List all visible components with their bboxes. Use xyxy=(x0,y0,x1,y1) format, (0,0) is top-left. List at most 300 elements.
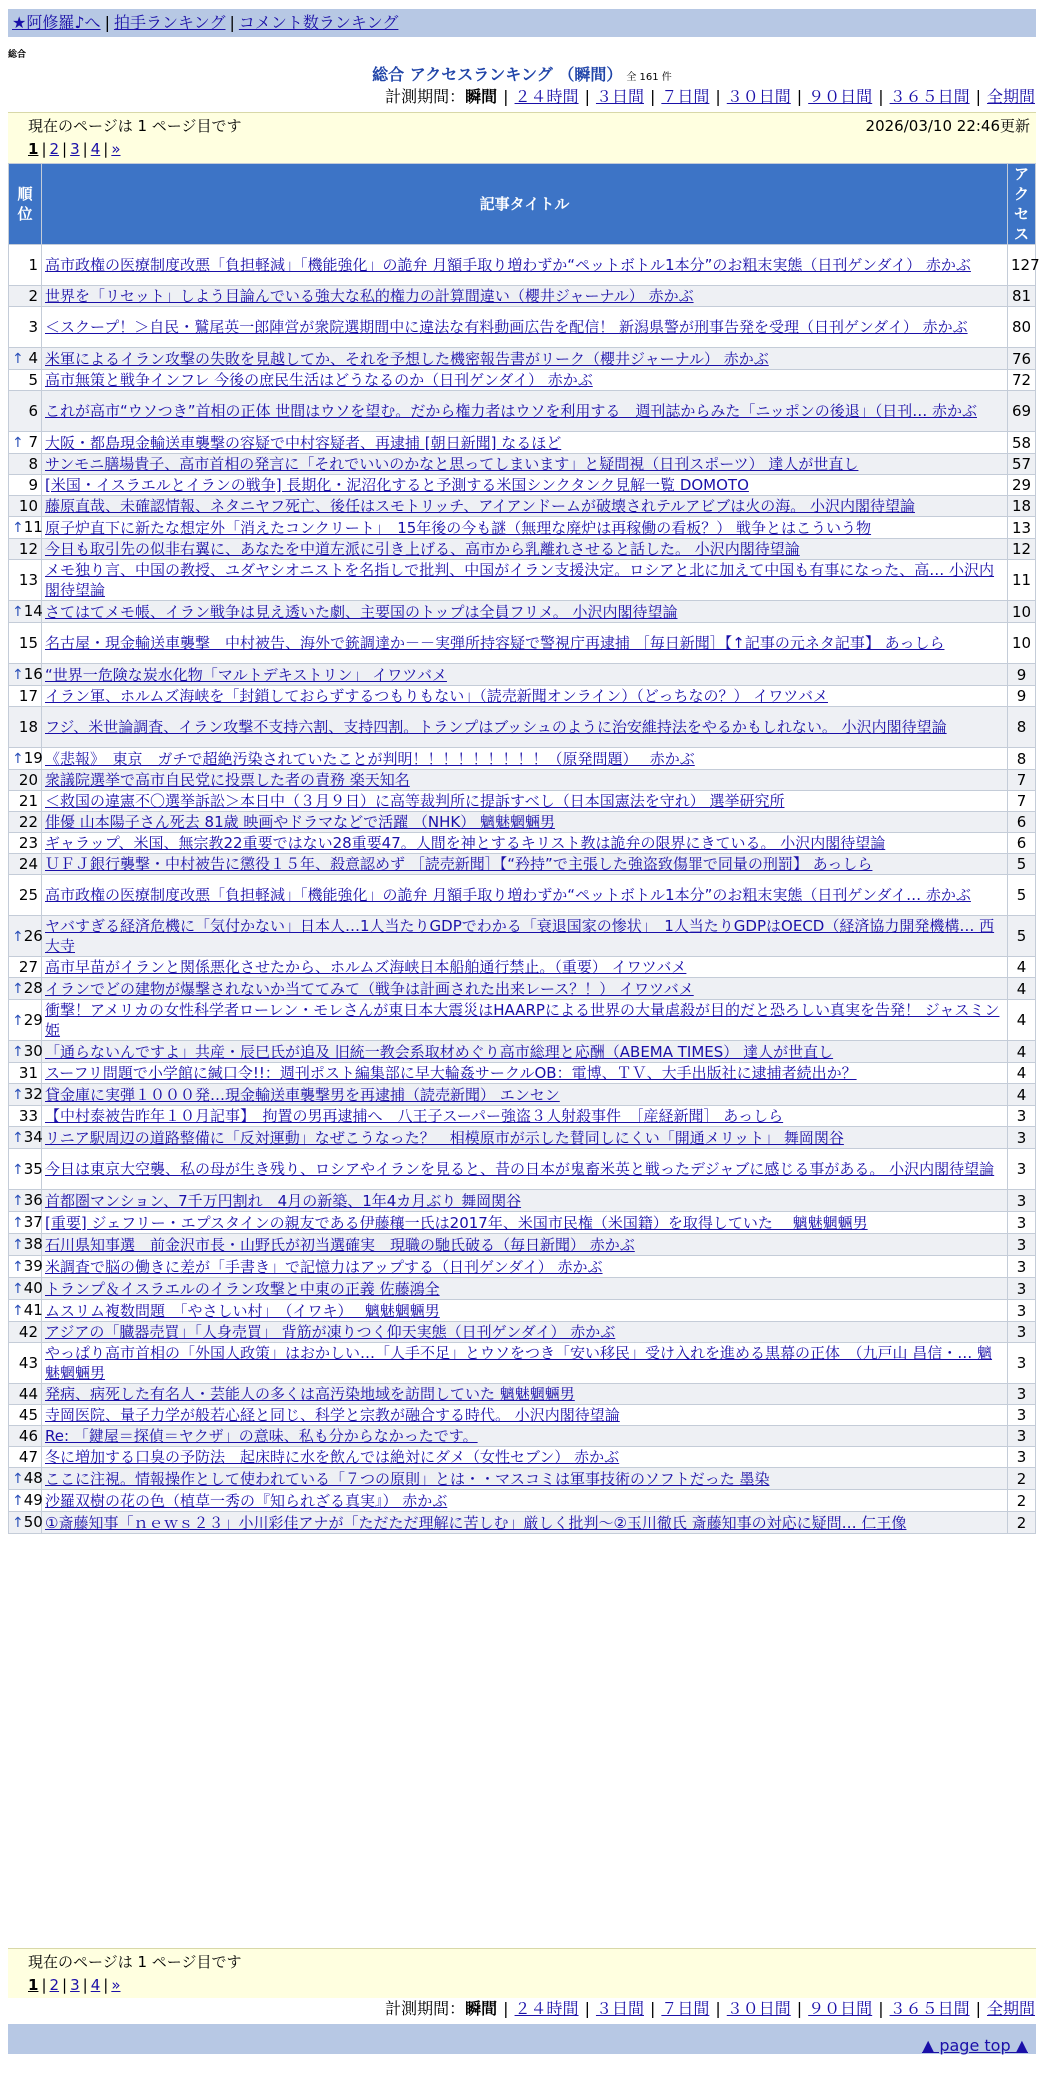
title-cell xyxy=(42,770,1007,790)
rank-cell xyxy=(9,496,41,516)
article-link[interactable]: 藤原直哉、未確認情報、ネタニヤフ死亡、後任はスモトリッチ、アイアンドームが破壊されテルアビブは火の海。 小沢内閣待望論 xyxy=(45,497,915,515)
rank-number: 22 xyxy=(18,813,38,831)
rank-number: 13 xyxy=(18,571,38,589)
rank-number: 10 xyxy=(18,497,38,515)
access-count: 7 xyxy=(1008,791,1035,811)
access-count: 3 xyxy=(1008,1278,1035,1299)
table-row xyxy=(9,664,1035,685)
rank-number: 20 xyxy=(18,771,38,789)
article-link[interactable]: 世界を「リセット」しよう目論んでいる強大な私的権力の計算間違い（櫻井ジャーナル） 赤かぶ xyxy=(45,287,694,305)
rank-cell xyxy=(9,370,41,390)
title-cell xyxy=(42,307,1007,347)
rank-up-arrow-icon: ↑ xyxy=(12,1471,24,1487)
access-count: 12 xyxy=(1008,539,1035,559)
rank-number: 32 xyxy=(23,1085,43,1103)
rank-number: 39 xyxy=(23,1257,43,1275)
access-count: 3 xyxy=(1008,1234,1035,1255)
rank-cell xyxy=(9,432,41,453)
table-row xyxy=(9,1447,1035,1467)
article-link[interactable]: 米軍によるイラン攻撃の失敗を見越してか、それを予想した機密報告書がリーク（櫻井ジャーナル） 赤かぶ xyxy=(45,349,769,368)
access-count: 3 xyxy=(1008,1149,1035,1189)
rank-up-arrow-icon: ↑ xyxy=(12,1303,24,1319)
article-link[interactable]: 高市早苗がイランと関係悪化させたから、ホルムズ海峡日本船舶通行禁止。（重要） イワツバメ xyxy=(45,958,687,976)
rank-number: 45 xyxy=(18,1406,38,1424)
access-count: 69 xyxy=(1008,391,1035,431)
rank-cell xyxy=(9,875,41,915)
current-page-text: 現在のページは 1 ページ目です xyxy=(28,1953,242,1971)
rank-number: 47 xyxy=(18,1448,38,1466)
table-row xyxy=(9,1322,1035,1342)
title-cell xyxy=(42,1490,1007,1511)
access-count: 4 xyxy=(1008,1063,1035,1083)
period-option[interactable]: ３日間 xyxy=(595,87,644,106)
title-cell xyxy=(42,791,1007,811)
access-count: 9 xyxy=(1008,664,1035,685)
access-count: 3 xyxy=(1008,1426,1035,1446)
period-option[interactable]: 全期間 xyxy=(986,87,1035,106)
home-link[interactable]: ★阿修羅♪へ xyxy=(12,13,101,32)
title-cell xyxy=(42,664,1007,685)
article-link[interactable]: 発病、病死した有名人・芸能人の多くは高汚染地域を訪問していた 魑魅魍魎男 xyxy=(45,1385,575,1403)
page-separator: | xyxy=(41,1976,47,1994)
period-option[interactable]: ２４時間 xyxy=(514,87,579,106)
rank-number: 33 xyxy=(18,1107,38,1125)
rank-cell xyxy=(9,1000,41,1040)
rank-cell xyxy=(9,916,41,956)
pagination xyxy=(28,1976,121,1994)
current-page-text: 現在のページは 1 ページ目です xyxy=(28,117,242,135)
paging-box-bottom xyxy=(8,1948,1036,1998)
article-link[interactable]: さてはてメモ帳、イラン戦争は見え透いた劇、主要国のトップは全員フリメ。 小沢内閣待望論 xyxy=(45,602,678,621)
period-option[interactable]: ９０日間 xyxy=(808,87,873,106)
table-row xyxy=(9,1468,1035,1489)
title-cell xyxy=(42,1063,1007,1083)
title-cell xyxy=(42,854,1007,874)
period-separator: | xyxy=(878,1999,884,2018)
article-link[interactable]: ここに注視。情報操作として使われている「７つの原則」とは・・マスコミは軍事技術のソフトだった 墨染 xyxy=(45,1469,770,1488)
table-row xyxy=(9,916,1035,956)
article-link[interactable]: 高市政権の医療制度改悪「負担軽減」「機能強化」の詭弁 月額手取り増わずか“ペットボトル1本分”のお粗末実態（日刊ゲンダイ） 赤かぶ xyxy=(45,256,971,274)
access-count: 3 xyxy=(1008,1256,1035,1277)
rank-number: 31 xyxy=(18,1064,38,1082)
article-link[interactable]: ムスリム複数問題 「やさしい村」 （イワキ） 魑魅魍魎男 xyxy=(45,1301,440,1320)
rank-number: 25 xyxy=(18,886,38,904)
rank-number: 48 xyxy=(23,1469,43,1487)
article-link[interactable]: メモ独り言、中国の教授、ユダヤシオニストを名指しで批判、中国がイラン支援決定。ロシアと北に加えて中国も有事になった、高… 小沢内閣待望論 xyxy=(45,561,995,599)
rank-cell xyxy=(9,1127,41,1148)
title-cell xyxy=(42,1278,1007,1299)
rank-up-arrow-icon: ↑ xyxy=(12,1087,24,1103)
rank-number: 11 xyxy=(23,518,43,536)
title-cell xyxy=(42,1322,1007,1342)
title-cell xyxy=(42,1512,1007,1533)
title-cell xyxy=(42,391,1007,431)
article-link[interactable]: 高市政権の医療制度改悪「負担軽減」「機能強化」の詭弁 月額手取り増わずか“ペットボトル1本分”のお粗末実態（日刊ゲンダイ… 赤かぶ xyxy=(45,886,971,904)
rank-number: 17 xyxy=(18,687,38,705)
article-link[interactable]: 石川県知事選 前金沢市長・山野氏が初当選確実 現職の馳氏破る（毎日新聞） 赤かぶ xyxy=(45,1235,635,1254)
table-row xyxy=(9,833,1035,853)
rank-up-arrow-icon: ↑ xyxy=(12,1193,24,1209)
table-row xyxy=(9,978,1035,999)
article-link[interactable]: トランプ＆イスラエルのイラン攻撃と中東の正義 佐藤鴻全 xyxy=(45,1279,440,1298)
article-link[interactable]: Re: 「鍵屋＝探偵＝ヤクザ」の意味、私も分からなかったです。 xyxy=(45,1427,478,1445)
rank-cell xyxy=(9,748,41,769)
title-cell xyxy=(42,370,1007,390)
article-link[interactable]: スーフリ問題で小学館に緘口令!!：週刊ポスト編集部に早大輪姦サークルOB：電博、ＴＶ、大手出版社に逮捕者続出か？ xyxy=(45,1064,857,1082)
period-option[interactable]: ３６５日間 xyxy=(889,1999,970,2018)
title-cell xyxy=(42,1447,1007,1467)
rank-number: 14 xyxy=(23,602,43,620)
article-link[interactable]: イラン軍、ホルムズ海峡を「封鎖しておらずするつもりもない」（読売新聞オンライン）（どっちなの？） イワツバメ xyxy=(45,687,828,705)
rank-number: 24 xyxy=(18,855,38,873)
rank-number: 40 xyxy=(23,1279,43,1297)
period-separator: | xyxy=(796,87,803,106)
period-option[interactable]: 全期間 xyxy=(986,1999,1035,2018)
title-cell xyxy=(42,245,1007,285)
page-separator: | xyxy=(41,140,47,158)
rank-cell xyxy=(9,1256,41,1277)
page-link[interactable]: » xyxy=(111,1976,121,1994)
rank-number: 46 xyxy=(18,1427,38,1445)
rank-cell xyxy=(9,1405,41,1425)
article-link[interactable]: ギャラップ、米国、無宗教22重要ではない28重要47。人間を神とするキリスト教は詭弁の限界にきている。 小沢内閣待望論 xyxy=(45,834,886,852)
title-cell xyxy=(42,348,1007,369)
rank-cell xyxy=(9,1322,41,1342)
period-separator: | xyxy=(503,1999,509,2018)
rank-number: 43 xyxy=(18,1354,38,1372)
rank-cell xyxy=(9,560,41,600)
access-count: 11 xyxy=(1008,560,1035,600)
page-link[interactable]: 2 xyxy=(49,1976,60,1994)
period-separator: | xyxy=(878,87,884,106)
access-count: 8 xyxy=(1008,748,1035,769)
title-cell xyxy=(42,560,1007,600)
table-row xyxy=(9,475,1035,495)
rank-cell xyxy=(9,957,41,977)
title-cell xyxy=(42,1106,1007,1126)
title-cell xyxy=(42,1426,1007,1446)
rank-up-arrow-icon: ↑ xyxy=(12,1515,24,1531)
access-count: 4 xyxy=(1008,1084,1035,1105)
period-label: 計測期間： xyxy=(385,1999,466,2018)
page-link[interactable]: 3 xyxy=(70,1976,80,1994)
period-option[interactable]: ７日間 xyxy=(661,1999,710,2018)
article-link[interactable]: “世界一危険な炭水化物「マルトデキストリン」 イワツバメ xyxy=(45,665,447,684)
rank-cell xyxy=(9,1041,41,1062)
access-count: 6 xyxy=(1008,833,1035,853)
access-count: 5 xyxy=(1008,916,1035,956)
period-separator: | xyxy=(715,1999,721,2018)
rank-cell xyxy=(9,391,41,431)
period-separator: | xyxy=(584,1999,590,2018)
period-separator: | xyxy=(584,87,590,106)
rank-number: 16 xyxy=(23,665,43,683)
rank-number: 15 xyxy=(18,634,38,652)
rank-cell xyxy=(9,1278,41,1299)
nav-separator: | xyxy=(229,13,235,32)
title-cell xyxy=(42,432,1007,453)
title-cell xyxy=(42,748,1007,769)
article-link[interactable]: 【中村泰被告昨年１０月記事】 拘置の男再逮捕へ 八王子スーパー強盗３人射殺事件 ［産経新聞］ あっしら xyxy=(45,1107,784,1125)
period-option[interactable]: ９０日間 xyxy=(808,1999,873,2018)
table-row xyxy=(9,623,1035,663)
table-row xyxy=(9,348,1035,369)
access-count: 2 xyxy=(1008,1468,1035,1489)
rank-number: 44 xyxy=(18,1385,38,1403)
access-count: 4 xyxy=(1008,1041,1035,1062)
rank-cell xyxy=(9,454,41,474)
access-count: 3 xyxy=(1008,1322,1035,1342)
article-link[interactable]: 首都圏マンション、7千万円割れ 4月の新築、1年4カ月ぶり 舞岡関谷 xyxy=(45,1191,522,1210)
period-option[interactable]: ３０日間 xyxy=(726,87,791,106)
title-cell xyxy=(42,475,1007,495)
rank-cell xyxy=(9,1300,41,1321)
article-link[interactable]: 原子炉直下に新たな想定外「消えたコンクリート」 15年後の今も謎（無理な廃炉は再稼働の看板？） 戦争とはこういう物 xyxy=(45,518,872,537)
table-row xyxy=(9,1000,1035,1040)
article-link[interactable]: 名古屋・現金輸送車襲撃 中村被告、海外で銃調達か－－実弾所持容疑で警視庁再逮捕 ［毎日新聞］【↑記事の元ネタ記事】 あっしら xyxy=(45,634,945,652)
period-current: 瞬間 xyxy=(465,1999,498,2018)
access-count: 72 xyxy=(1008,370,1035,390)
rank-cell xyxy=(9,286,41,306)
article-link[interactable]: 今日は東京大空襲、私の母が生き残り、ロシアやイランを見ると、昔の日本が鬼畜米英と戦ったデジャブに感じる事がある。 小沢内閣待望論 xyxy=(45,1160,995,1178)
title-cell xyxy=(42,1000,1007,1040)
updated-time: 2026/03/10 22:46更新 xyxy=(865,117,1030,135)
access-count: 4 xyxy=(1008,1000,1035,1040)
title-cell xyxy=(42,812,1007,832)
rank-cell xyxy=(9,307,41,347)
rank-number: 30 xyxy=(23,1042,43,1060)
rank-number: 5 xyxy=(28,371,38,389)
page-separator: | xyxy=(103,1976,109,1994)
rank-cell xyxy=(9,1512,41,1533)
rank-number: 3 xyxy=(28,318,38,336)
article-link[interactable]: フジ、米世論調査、イラン攻撃不支持六割、支持四割。トランプはブッシュのように治安維持法をやるかもしれない。 小沢内閣待望論 xyxy=(45,718,947,736)
page-link[interactable]: 3 xyxy=(70,140,80,158)
table-row xyxy=(9,1212,1035,1233)
article-link[interactable]: ＵＦＪ銀行襲撃・中村被告に懲役１５年、殺意認めず ［読売新聞］【“矜持”で主張した強盗致傷罪で同量の刑罰】 あっしら xyxy=(45,855,873,873)
rank-cell xyxy=(9,1063,41,1083)
period-option[interactable]: ２４時間 xyxy=(514,1999,579,2018)
title-cell xyxy=(42,957,1007,977)
article-link[interactable]: リニア駅周辺の道路整備に「反対運動」なぜこうなった？ 相模原市が示した賛同しにくい「開通メリット」 舞岡関谷 xyxy=(45,1128,844,1147)
title-cell xyxy=(42,1041,1007,1062)
title-cell xyxy=(42,1343,1007,1383)
rank-up-arrow-icon: ↑ xyxy=(12,1281,24,1297)
access-count: 7 xyxy=(1008,770,1035,790)
rank-number: 49 xyxy=(23,1491,43,1509)
table-row xyxy=(9,1041,1035,1062)
access-count: 3 xyxy=(1008,1300,1035,1321)
access-count: 57 xyxy=(1008,454,1035,474)
article-link[interactable]: やっぱり高市首相の「外国人政策」はおかしい…「人手不足」とウソをつき「安い移民」受け入れを進める黒幕の正体 （九戸山 昌信・… 魑魅魍魎男 xyxy=(45,1344,993,1382)
title-cell xyxy=(42,1084,1007,1105)
rank-up-arrow-icon: ↑ xyxy=(12,928,24,945)
rank-cell xyxy=(9,812,41,832)
page-link[interactable]: 4 xyxy=(90,1976,101,1994)
title-cell xyxy=(42,623,1007,663)
article-link[interactable]: [重要] ジェフリー・エプスタインの親友である伊藤穰一氏は2017年、米国市民権（米国籍）を取得していた 魑魅魍魎男 xyxy=(45,1213,868,1232)
access-count: 81 xyxy=(1008,286,1035,306)
rank-number: 27 xyxy=(18,958,38,976)
rank-up-arrow-icon: ↑ xyxy=(12,981,24,997)
article-link[interactable]: 「通らないんですよ」共産・辰巳氏が追及 旧統一教会系取材めぐり高市総理と応酬（ABEMA TIMES） 達人が世直し xyxy=(45,1042,834,1061)
title-cell xyxy=(42,1212,1007,1233)
rank-number: 34 xyxy=(23,1128,43,1146)
table-row xyxy=(9,1278,1035,1299)
rank-up-arrow-icon: ↑ xyxy=(12,1012,24,1029)
rank-cell xyxy=(9,348,41,369)
title-cell xyxy=(42,833,1007,853)
article-link[interactable]: 貸金庫に実弾１０００発…現金輸送車襲撃男を再逮捕（読売新聞） エンセン xyxy=(45,1085,560,1104)
rank-cell xyxy=(9,686,41,706)
article-link[interactable]: これが高市“ウソつき”首相の正体 世間はウソを望む。だから権力者はウソを利用する 週刊誌からみた「ニッポンの後退」（日刊… 赤かぶ xyxy=(45,402,977,420)
page-link[interactable]: 2 xyxy=(49,140,60,158)
clap-ranking-link[interactable]: 拍手ランキング xyxy=(113,13,226,32)
ranking-table xyxy=(8,163,1040,1534)
article-link[interactable]: ヤバすぎる経済危機に「気付かない」日本人…1人当たりGDPでわかる「衰退国家の惨状」 1人当たりGDPはOECD（経済協力開発機構… 西大寺 xyxy=(45,917,995,955)
rank-number: 23 xyxy=(18,834,38,852)
article-link[interactable]: 衝撃！アメリカの女性科学者ローレン・モレさんが東日本大震災はHAARPによる世界の大量虐殺が目的だと恐ろしい真実を告発！ ジャスミン姫 xyxy=(45,1001,1000,1039)
article-link[interactable]: 寺岡医院、量子力学が般若心経と同じ、科学と宗教が融合する時代。 小沢内閣待望論 xyxy=(45,1406,620,1424)
article-link[interactable]: ＜スクープ！＞自民・鷲尾英一郎陣営が衆院選期間中に違法な有料動画広告を配信！ 新潟県警が刑事告発を受理（日刊ゲンダイ） 赤かぶ xyxy=(45,318,968,336)
period-current: 瞬間 xyxy=(465,87,498,106)
table-row xyxy=(9,1063,1035,1083)
period-option[interactable]: ３０日間 xyxy=(726,1999,791,2018)
table-row xyxy=(9,454,1035,474)
article-link[interactable]: 沙羅双樹の花の色（植草一秀の『知られざる真実』） 赤かぶ xyxy=(45,1491,448,1510)
title-cell xyxy=(42,1149,1007,1189)
rank-up-arrow-icon: ↑ xyxy=(12,351,24,367)
rank-number: 6 xyxy=(28,402,38,420)
title-cell xyxy=(42,517,1007,538)
rank-cell xyxy=(9,1447,41,1467)
title-cell xyxy=(42,1405,1007,1425)
comment-ranking-link[interactable]: コメント数ランキング xyxy=(238,13,399,32)
article-link[interactable]: 冬に増加する口臭の予防法 起床時に水を飲んでは絶対にダメ（女性セブン） 赤かぶ xyxy=(45,1448,620,1466)
article-link[interactable]: ①斎藤知事「ｎｅｗｓ２３」小川彩佳アナが「ただただ理解に苦しむ」厳しく批判～②玉川徹氏 斎藤知事の対応に疑問… 仁王像 xyxy=(45,1513,907,1532)
article-link[interactable]: 米調査で脳の働きに差が「手書き」で記憶力はアップする（日刊ゲンダイ） 赤かぶ xyxy=(45,1257,603,1276)
item-count: 全 161 件 xyxy=(626,72,672,83)
table-row xyxy=(9,370,1035,390)
article-link[interactable]: イランでどの建物が爆撃されないか当ててみて（戦争は計画された出来レース？！） イワツバメ xyxy=(45,979,694,998)
access-count: 5 xyxy=(1008,875,1035,915)
rank-up-arrow-icon: ↑ xyxy=(12,435,24,451)
article-link[interactable]: 《悲報》 東京 ガチで超絶汚染されていたことが判明！！！！！！！！！（原発問題） 赤かぶ xyxy=(45,749,695,768)
rank-up-arrow-icon: ↑ xyxy=(12,1044,24,1060)
article-link[interactable]: 衆議院選挙で高市自民党に投票した者の責務 楽天知名 xyxy=(45,771,410,789)
article-link[interactable]: [米国・イスラエルとイランの戦争] 長期化・泥沼化すると予測する米国シンクタンク見解一覧 DOMOTO xyxy=(45,476,749,494)
table-row xyxy=(9,707,1035,747)
page-top-link[interactable]: ▲ page top ▲ xyxy=(921,2036,1028,2055)
rank-up-arrow-icon: ↑ xyxy=(12,520,24,536)
rank-cell xyxy=(9,1212,41,1233)
ranking-title: 総合 アクセスランキング （瞬間） xyxy=(372,65,623,84)
page-separator: | xyxy=(82,1976,88,1994)
rank-number: 18 xyxy=(18,718,38,736)
title-cell xyxy=(42,707,1007,747)
rank-number: 35 xyxy=(23,1159,43,1178)
period-option[interactable]: ３日間 xyxy=(595,1999,644,2018)
access-count: 76 xyxy=(1008,348,1035,369)
rank-up-arrow-icon: ↑ xyxy=(12,1259,24,1275)
access-count: 3 xyxy=(1008,1447,1035,1467)
article-link[interactable]: 今日も取引先の似非右翼に、あなたを中道左派に引き上げる、高市から乳離れさせると話した。 小沢内閣待望論 xyxy=(45,540,800,558)
table-row xyxy=(9,1190,1035,1211)
rank-cell xyxy=(9,1490,41,1511)
table-row xyxy=(9,875,1035,915)
title-header: 記事タイトル xyxy=(42,164,1007,244)
paging-box-top xyxy=(8,112,1036,163)
title-cell xyxy=(42,539,1007,559)
rank-number: 50 xyxy=(23,1513,43,1531)
access-header: アクセス xyxy=(1008,164,1035,244)
pagination xyxy=(28,140,121,158)
period-separator: | xyxy=(975,87,981,106)
title-cell xyxy=(42,496,1007,516)
current-page-number: 1 xyxy=(28,1976,39,1994)
access-count: 3 xyxy=(1008,1212,1035,1233)
article-link[interactable]: 高市無策と戦争インフレ 今後の庶民生活はどうなるのか（日刊ゲンダイ） 赤かぶ xyxy=(45,371,593,389)
table-row xyxy=(9,1234,1035,1255)
access-count: 3 xyxy=(1008,1190,1035,1211)
table-row xyxy=(9,496,1035,516)
page-separator: | xyxy=(103,140,109,158)
rank-number: 36 xyxy=(23,1191,43,1209)
rank-cell xyxy=(9,517,41,538)
table-row xyxy=(9,1149,1035,1189)
table-row xyxy=(9,1426,1035,1446)
article-link[interactable]: 俳優 山本陽子さん死去 81歳 映画やドラマなどで活躍 （NHK） 魑魅魍魎男 xyxy=(45,813,555,831)
table-row xyxy=(9,686,1035,706)
rank-cell xyxy=(9,1384,41,1404)
rank-number: 21 xyxy=(18,792,38,810)
rank-cell xyxy=(9,1426,41,1446)
period-option[interactable]: ７日間 xyxy=(661,87,710,106)
article-link[interactable]: ＜救国の違憲不〇選挙訴訟＞本日中（３月９日）に高等裁判所に提訴すべし（日本国憲法を守れ） 選挙研究所 xyxy=(45,792,785,810)
rank-up-arrow-icon: ↑ xyxy=(12,1130,24,1146)
page-link[interactable]: » xyxy=(111,140,121,158)
rank-number: 41 xyxy=(23,1301,43,1319)
article-link[interactable]: サンモニ膳場貴子、高市首相の発言に「それでいいのかなと思ってしまいます」と疑問視（日刊スポーツ） 達人が世直し xyxy=(45,455,859,473)
access-count: 127 xyxy=(1008,245,1035,285)
period-option[interactable]: ３６５日間 xyxy=(889,87,970,106)
period-selector-bottom xyxy=(385,1998,1035,2020)
table-row xyxy=(9,1343,1035,1383)
access-count: 3 xyxy=(1008,1384,1035,1404)
table-row xyxy=(9,1127,1035,1148)
table-row xyxy=(9,245,1035,285)
rank-cell xyxy=(9,1190,41,1211)
rank-up-arrow-icon: ↑ xyxy=(12,751,24,767)
table-row xyxy=(9,791,1035,811)
rank-up-arrow-icon: ↑ xyxy=(12,604,24,620)
table-row xyxy=(9,286,1035,306)
article-link[interactable]: 大阪・都島現金輸送車襲撃の容疑で中村容疑者、再逮捕 [朝日新聞] なるほど xyxy=(45,433,562,452)
access-count: 2 xyxy=(1008,1512,1035,1533)
rank-cell xyxy=(9,1468,41,1489)
rank-up-arrow-icon: ↑ xyxy=(12,1215,24,1231)
period-separator: | xyxy=(649,1999,656,2018)
title-cell xyxy=(42,686,1007,706)
page-link[interactable]: 4 xyxy=(90,140,101,158)
access-count: 5 xyxy=(1008,854,1035,874)
article-link[interactable]: アジアの「臓器売買」「人身売買」 背筋が凍りつく仰天実態（日刊ゲンダイ） 赤かぶ xyxy=(45,1323,616,1341)
title-cell xyxy=(42,454,1007,474)
table-row xyxy=(9,1384,1035,1404)
title-cell xyxy=(42,1300,1007,1321)
rank-number: 4 xyxy=(28,349,38,367)
table-row xyxy=(9,1490,1035,1511)
